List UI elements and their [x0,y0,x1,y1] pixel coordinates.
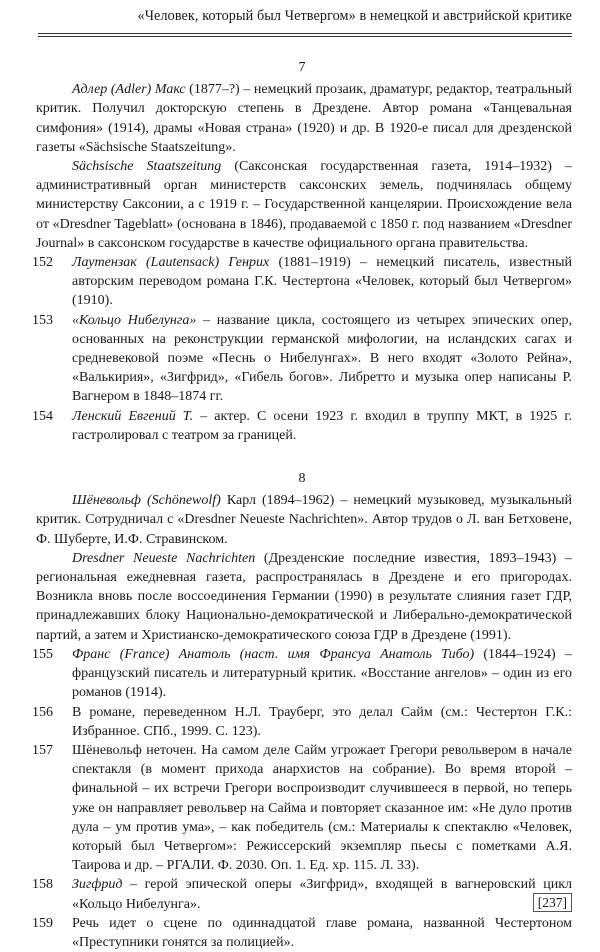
note-number: 155 [32,646,53,662]
note-body: (1844–1924) – французский писатель и литературный критик. «Восстание ангелов» – один из его романов (1914). [72,646,572,701]
note-body: Шёневольф неточен. На самом деле Сайм угрожает Грегори револьвером в начале спектакля (в момент прихода анархистов на собрание). Во время второй – финальной – их встречи Грегори воспроизводит случившееся в первой, но теперь уже он направляет револьвер на Сайма и повторяет сказанное им: «Не дуло против дула – ум против ума», – как победитель (см.: Материалы к спектаклю «Человек, который был Четвергом»: Режиссерский экземпляр пьесы с пометками А.Я. Таирова и др. – РГАЛИ. Ф. 2030. Оп. 1. Ед. хр. 115. Л. 33). [72,742,572,874]
note-156 [32,703,572,741]
note-term: Лаутензак (Lautensack) Генрих [72,255,270,271]
note-number: 154 [32,408,53,424]
note-text [72,645,572,703]
paragraph-adler [32,80,572,157]
note-text [72,703,572,741]
running-head: «Человек, который был Четвергом» в немецкой и австрийской критике [137,8,572,24]
note-text [72,914,572,952]
header-rule [38,33,572,34]
note-text [72,875,572,913]
newspaper-name: Dresdner Neueste Nachrichten [72,550,256,566]
note-152 [32,253,572,311]
page-content [32,58,572,952]
note-text [72,407,572,445]
note-157 [32,741,572,875]
note-text [72,311,572,407]
note-body: Речь идет о сцене по одиннадцатой главе романа, названной Честертоном «Преступники гонятся за полицией». [72,915,572,950]
note-term: «Кольцо Нибелунга» [72,312,197,328]
note-text [72,741,572,875]
newspaper-name: Sächsische Staatszeitung [72,159,222,175]
note-number: 157 [32,742,53,758]
paragraph-text: (1877–?) – немецкий прозаик, драматург, редактор, театральный критик. Получил докторскую степень в Дрездене. Автор романа «Танцевальная симфония» (1914), драмы «Новая страна» (1920) и др. В 1920-е писал для дрезденской газеты «Sächsische Staatszeitung». [36,82,572,155]
note-number: 153 [32,312,53,328]
note-number: 159 [32,915,53,931]
note-body: – название цикла, состоящего из четырех эпических опер, основанных на реконструкции германской мифологии, на исландских сагах и средневековой поэме «Песнь о Нибелунгах». В него входят «Золото Рейна», «Валькирия», «Зигфрид», «Гибель богов». Либретто и музыка опер написаны Р. Вагнером в 1848–1874 гг. [72,312,572,405]
note-body: (1881–1919) – немецкий писатель, известный авторским переводом романа Г.К. Честертона «Человек, который был Четвергом» (1910). [72,255,572,309]
note-text [72,253,572,311]
note-term: Зигфрид [72,877,123,893]
paragraph-schoenewolf [32,491,572,549]
note-term: Франс (France) Анатоль (наст. имя Франсуа Анатоль Тибо) [72,646,475,662]
section-number-7: 7 [298,60,306,75]
note-body: – актер. С осени 1923 г. входил в труппу МКТ, в 1925 г. гастролировал с театром за границей. [72,408,573,443]
person-name: Адлер (Adler) Макс [72,82,186,98]
note-153 [32,311,572,407]
note-158 [32,875,572,913]
note-155 [32,645,572,703]
note-number: 156 [32,704,53,720]
paragraph-text: (Дрезденские последние известия, 1893–1943) – региональная ежедневная газета, распространялась в Дрездене и его пригородах. Возникла вновь после воссоединения Германии (1990) в результате слияния газет ГДР, принадлежавших блоку Национально-демократической и Либерально-демократической партий, а затем и Христианско-демократического союза ГДР в Дрездене (1991). [36,550,572,643]
note-number: 152 [32,255,53,271]
page-number: [237] [533,893,572,912]
note-154 [32,407,572,445]
paragraph-text: (Саксонская государственная газета, 1914–1932) – административный орган министерств саксонских земель, подчинялась общему министерству Саксонии, а с 1919 г. – Государственной канцелярии. Происхождение вела от «Dresdner Tageblatt» (основана в 1846), продаваемой с 1850 г. под названием «Dresdner Journal» в саксонском государстве в качестве официального органа правительства. [36,159,572,251]
note-term: Ленский Евгений Т. [72,408,194,424]
note-body: В романе, переведенном Н.Л. Трауберг, это делал Сайм (см.: Честертон Г.К.: Избранное. СПб., 1999. С. 123). [72,704,572,739]
note-number: 158 [32,877,53,893]
person-name: Шёневольф (Schönewolf) [72,493,221,509]
note-159 [32,914,572,952]
paragraph-text: Карл (1894–1962) – немецкий музыковед, музыкальный критик. Сотрудничал с «Dresdner Neueste Nachrichten». Автор трудов о Л. ван Бетховене, Ф. Шуберте, И.Ф. Стравинском. [36,493,572,547]
section-number-8: 8 [298,471,306,487]
header-rule-thin [38,36,572,37]
paragraph-staatszeitung [32,157,572,253]
paragraph-dnn [32,549,572,645]
note-body: – герой эпической оперы «Зигфрид», входящей в вагнеровский цикл «Кольцо Нибелунга». [72,877,572,912]
